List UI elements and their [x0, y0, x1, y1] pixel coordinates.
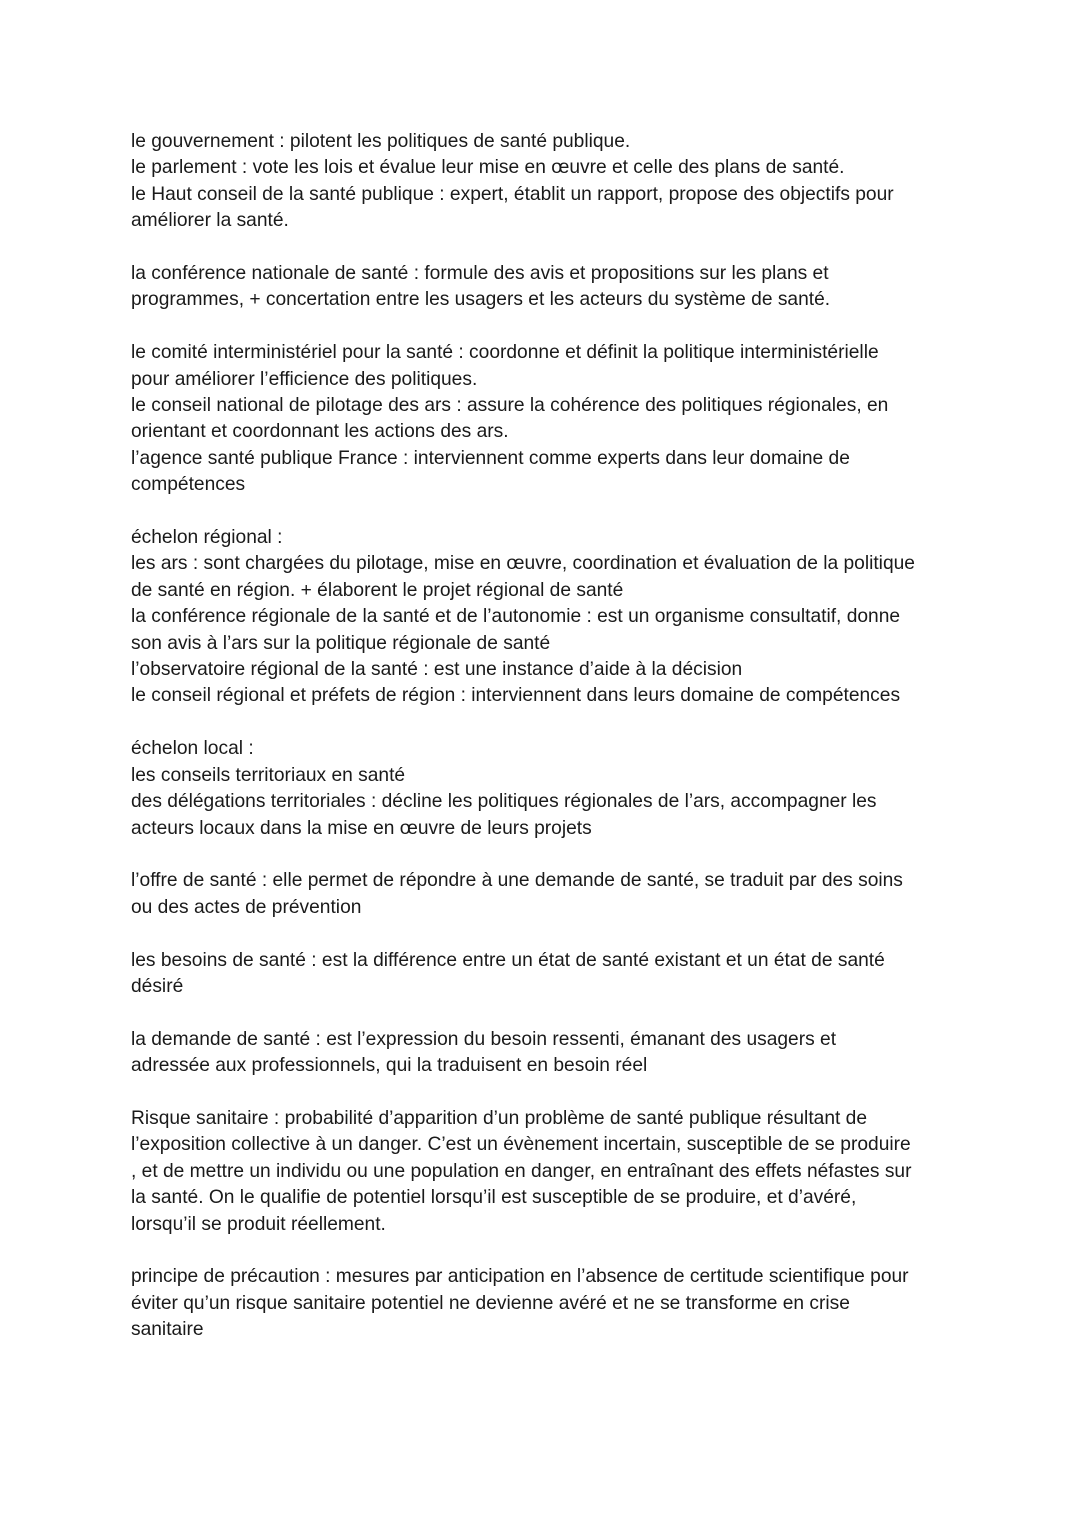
text-line: principe de précaution : mesures par anticipation en l’absence de certitude scientifique pour — [131, 1266, 909, 1288]
text-line: orientant et coordonnant les actions des ars. — [131, 421, 509, 443]
paragraph-demande-de-sante — [131, 1027, 961, 1080]
text-line: adressée aux professionnels, qui la traduisent en besoin réel — [131, 1055, 648, 1077]
paragraph-national-actors — [131, 129, 961, 235]
paragraph-besoins-de-sante — [131, 948, 961, 1001]
text-line: de santé en région. + élaborent le projet régional de santé — [131, 579, 624, 601]
text-line: l’agence santé publique France : interviennent comme experts dans leur domaine de — [131, 447, 850, 469]
section-heading: échelon régional : — [131, 527, 283, 549]
text-line: éviter qu’un risque sanitaire potentiel ne devienne avéré et ne se transforme en crise — [131, 1292, 850, 1314]
paragraph-echelon-local — [131, 736, 961, 842]
text-line: son avis à l’ars sur la politique régionale de santé — [131, 632, 551, 654]
text-line: , et de mettre un individu ou une population en danger, en entraînant des effets néfastes sur — [131, 1160, 912, 1182]
text-line: pour améliorer l’efficience des politiques. — [131, 368, 478, 390]
text-line: l’observatoire régional de la santé : est une instance d’aide à la décision — [131, 659, 743, 681]
text-line: l’exposition collective à un danger. C’est un évènement incertain, susceptible de se produire — [131, 1134, 911, 1156]
text-line: les conseils territoriaux en santé — [131, 764, 406, 786]
text-line: lorsqu’il se produit réellement. — [131, 1213, 386, 1235]
text-line: désiré — [131, 975, 184, 997]
text-line: ou des actes de prévention — [131, 896, 362, 918]
text-line: le comité interministériel pour la santé : coordonne et définit la politique interministérielle — [131, 342, 879, 364]
text-line: Risque sanitaire : probabilité d’apparition d’un problème de santé publique résultant de — [131, 1107, 868, 1129]
text-line: acteurs locaux dans la mise en œuvre de leurs projets — [131, 817, 592, 839]
text-line: la santé. On le qualifie de potentiel lorsqu’il est susceptible de se produire, et d’avéré, — [131, 1187, 857, 1209]
text-line: sanitaire — [131, 1319, 204, 1341]
paragraph-conference-nationale — [131, 261, 961, 314]
text-line: les besoins de santé : est la différence entre un état de santé existant et un état de santé — [131, 949, 885, 971]
paragraph-risque-sanitaire — [131, 1106, 961, 1238]
text-line: le parlement : vote les lois et évalue leur mise en œuvre et celle des plans de santé. — [131, 157, 845, 179]
text-line: la conférence nationale de santé : formule des avis et propositions sur les plans et — [131, 263, 829, 285]
paragraph-principe-de-precaution — [131, 1264, 961, 1343]
text-line: le Haut conseil de la santé publique : expert, établit un rapport, propose des objectifs pour — [131, 183, 894, 205]
document-page — [131, 129, 961, 1370]
text-line: compétences — [131, 474, 246, 496]
paragraph-interministerial — [131, 340, 961, 498]
text-line: le gouvernement : pilotent les politiques de santé publique. — [131, 131, 631, 152]
text-line: des délégations territoriales : décline les politiques régionales de l’ars, accompagner les — [131, 791, 877, 813]
paragraph-echelon-regional — [131, 525, 961, 710]
text-line: améliorer la santé. — [131, 210, 289, 232]
paragraph-offre-de-sante — [131, 868, 961, 921]
text-line: la demande de santé : est l’expression du besoin ressenti, émanant des usagers et — [131, 1028, 837, 1050]
text-line: les ars : sont chargées du pilotage, mise en œuvre, coordination et évaluation de la politique — [131, 553, 915, 575]
text-line: le conseil national de pilotage des ars : assure la cohérence des politiques régionales, en — [131, 395, 889, 417]
text-line: programmes, + concertation entre les usagers et les acteurs du système de santé. — [131, 289, 831, 311]
text-line: l’offre de santé : elle permet de répondre à une demande de santé, se traduit par des soins — [131, 870, 903, 892]
text-line: la conférence régionale de la santé et de l’autonomie : est un organisme consultatif, donne — [131, 606, 901, 628]
section-heading: échelon local : — [131, 738, 254, 760]
text-line: le conseil régional et préfets de région : interviennent dans leurs domaine de compétences — [131, 685, 901, 707]
